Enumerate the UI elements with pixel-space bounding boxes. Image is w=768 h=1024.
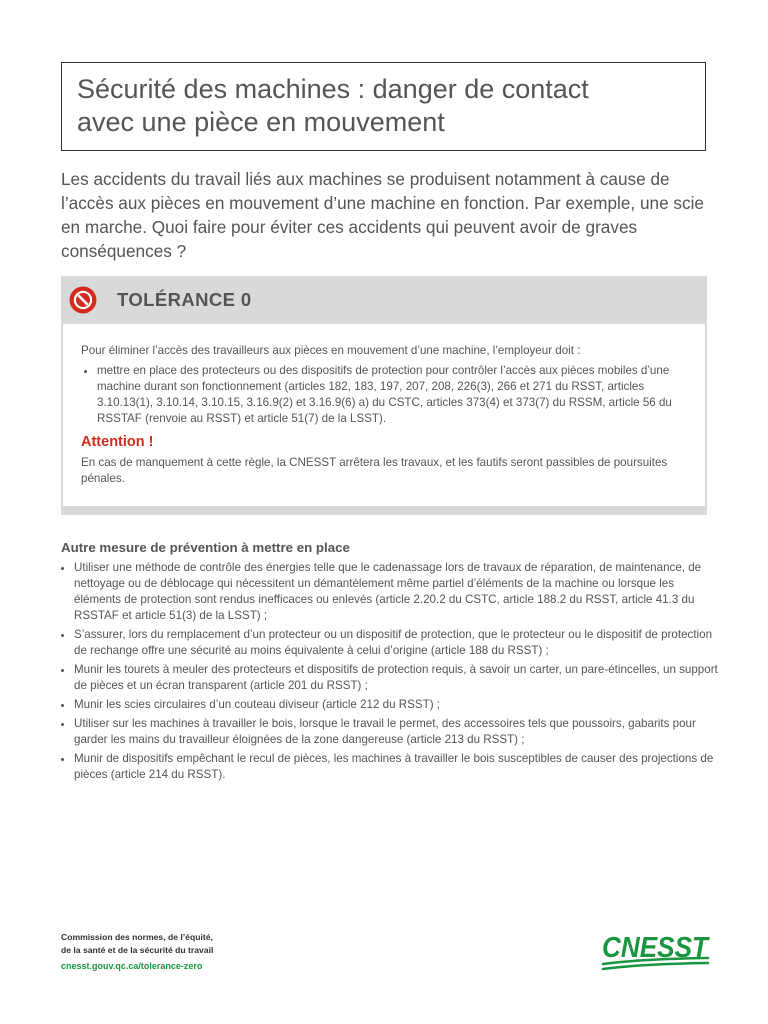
logo-text: CNESST: [602, 932, 711, 964]
cnesst-logo: [600, 928, 712, 976]
page-title-line-1: Sécurité des machines : danger de contact: [77, 74, 589, 104]
attention-heading: Attention !: [81, 434, 154, 450]
tolerance-list-item: • mettre en place des protecteurs ou des dispositifs de protection pour contrôler l’accès aux pièces mobiles d’une machine durant son fonctionnement (articles 182, 183, 197, 207, 208, 226(3), 266 et 271 du RSST, articles 3.10.13(1), 3.10.14, 3.10.15, 3.16.9(2) et 3.16.9(6) a) du CSTC, articles 373(4) et 373(7) du RSSM, article 56 du RSSTAF (renvoie au RSST) et article 51(7) de la LSST).: [97, 363, 687, 427]
footer-org-line-1: Commission des normes, de l’équité,: [61, 932, 213, 942]
prevention-item: • Munir les tourets à meuler des protecteurs et dispositifs de protection requis, à savoir un carter, un pare-étincelles, un support de pièces et un écran transparent (article 201 du RSST) ;: [74, 662, 721, 694]
intro-paragraph: Les accidents du travail liés aux machines se produisent notamment à cause de l’accès aux pièces en mouvement d’une machine en fonction. Par exemple, une scie en marche. Quoi faire pour éviter ces accidents qui peuvent avoir de graves conséquences ?: [61, 169, 704, 261]
footer-organization: [61, 931, 213, 957]
prevention-list: [61, 560, 721, 786]
prohibited-icon: [68, 285, 98, 315]
footer-org-line-2: de la santé et de la sécurité du travail: [61, 945, 214, 955]
tolerance-lead: Pour éliminer l’accès des travailleurs aux pièces en mouvement d’une machine, l’employeur doit :: [81, 344, 581, 357]
prevention-heading: Autre mesure de prévention à mettre en place: [61, 540, 350, 555]
tolerance-title: TOLÉRANCE 0: [117, 289, 252, 310]
prevention-item: • Munir de dispositifs empêchant le recul de pièces, les machines à travailler le bois susceptibles de causer des projections de pièces (article 214 du RSST).: [74, 751, 721, 783]
prevention-item: • S’assurer, lors du remplacement d’un protecteur ou un dispositif de protection, que le protecteur ou le dispositif de protection de rechange offre une sécurité au moins équivalente à celui d’origine (article 188 du RSST) ;: [74, 627, 721, 659]
title-box: [61, 62, 706, 151]
tolerance-body: [63, 324, 705, 506]
page-title-line-2: avec une pièce en mouvement: [77, 107, 445, 137]
tolerance-header: [61, 276, 707, 324]
footer-url-link[interactable]: cnesst.gouv.qc.ca/tolerance-zero: [61, 961, 203, 971]
tolerance-panel: [61, 276, 707, 515]
prevention-item: • Munir les scies circulaires d’un couteau diviseur (article 212 du RSST) ;: [74, 697, 721, 713]
prevention-item: • Utiliser sur les machines à travailler le bois, lorsque le travail le permet, des accessoires tels que poussoirs, gabarits pour garder les mains du travailleur éloignées de la zone dangereuse (article 213 du RSST) ;: [74, 716, 721, 748]
prevention-item: • Utiliser une méthode de contrôle des énergies telle que le cadenassage lors de travaux de réparation, de maintenance, de nettoyage ou de déblocage qui nécessitent un démantèlement même partiel d’éléments de la machine ou lorsque les éléments de protection sont rendus inefficaces ou enlevés (article 2.20.2 du CSTC, article 188.2 du RSST, article 41.3 du RSSTAF et article 51(3) de la LSST) ;: [74, 560, 721, 624]
attention-text: En cas de manquement à cette règle, la CNESST arrêtera les travaux, et les fautifs seront passibles de poursuites pénales.: [81, 456, 668, 485]
tolerance-list: [81, 363, 687, 427]
